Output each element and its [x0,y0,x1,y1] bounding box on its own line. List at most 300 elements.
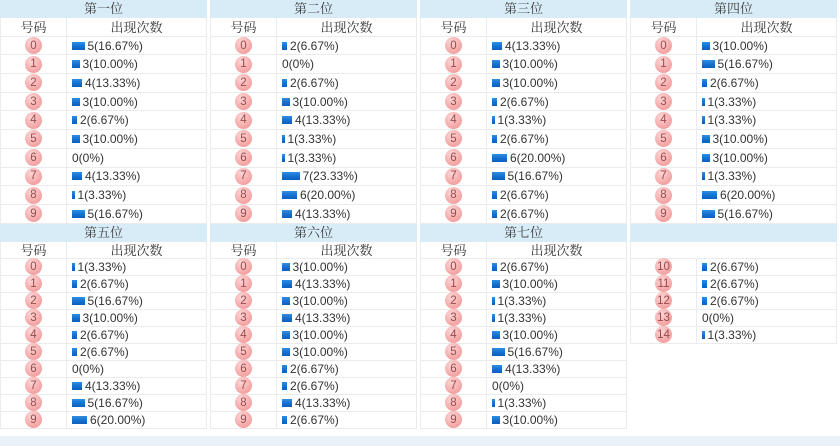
next-section-band [0,436,840,446]
number-badge: 8 [25,187,42,204]
frequency-count-label: 2(6.67%) [290,412,339,427]
number-row [1,93,206,112]
frequency-cell [487,111,626,129]
frequency-count-label: 0(0%) [702,310,735,325]
frequency-cell [487,344,626,360]
number-badge: 1 [25,275,42,292]
frequency-count-label: 4(13.33%) [85,75,141,90]
frequency-bar [72,331,77,339]
number-cell [421,378,487,394]
number-badge: 7 [445,377,462,394]
number-row [211,74,416,93]
number-row [1,412,206,429]
number-cell [1,149,67,167]
number-row [631,205,836,224]
number-cell [421,344,487,360]
frequency-bar [282,280,292,288]
frequency-cell [697,276,836,292]
number-badge: 5 [445,130,462,147]
frequency-bar [492,42,502,50]
number-row [421,378,626,395]
position-4-title: 第四位 [630,0,837,18]
frequency-bar [72,399,85,407]
frequency-cell [697,93,836,111]
frequency-count-label: 1(3.33%) [497,395,547,410]
number-badge: 7 [235,168,252,185]
number-row [211,293,416,310]
frequency-count-label: 0(0%) [492,378,525,393]
frequency-count-label: 3(10.00%) [292,94,348,109]
frequency-bar [492,314,495,322]
number-row [421,205,626,224]
position-1 [0,0,207,224]
frequency-bar [702,172,705,180]
frequency-count-label: 2(6.67%) [500,206,549,221]
frequency-count-label: 2(6.67%) [710,276,759,291]
number-cell [631,93,697,111]
frequency-bar [702,280,707,288]
frequency-count-label: 2(6.67%) [500,131,549,146]
frequency-cell [67,111,206,129]
frequency-cell [697,259,836,275]
frequency-count-label: 3(10.00%) [292,344,348,359]
frequency-cell [67,130,206,148]
frequency-cell [697,327,836,343]
number-cell [1,55,67,73]
number-badge: 3 [25,93,42,110]
number-badge: 7 [235,377,252,394]
frequency-cell [277,74,416,92]
number-badge: 3 [25,309,42,326]
number-cell [631,149,697,167]
frequency-bar [702,263,707,271]
frequency-count-label: 5(16.67%) [717,206,773,221]
number-badge: 4 [445,112,462,129]
number-row [631,55,836,74]
number-row [1,149,206,168]
number-cell [1,276,67,292]
number-cell [421,205,487,223]
frequency-count-label: 4(13.33%) [295,310,351,325]
frequency-bar [72,42,85,50]
frequency-bar [72,416,87,424]
frequency-cell [487,378,626,394]
frequency-cell [277,361,416,377]
number-cell [631,293,697,309]
frequency-bar [72,98,80,106]
number-row [421,361,626,378]
frequency-count-label: 4(13.33%) [505,361,561,376]
number-row [421,55,626,74]
number-cell [211,259,277,275]
number-cell [631,37,697,55]
frequency-bar [282,42,287,50]
frequency-count-label: 0(0%) [72,150,105,165]
frequency-cell [487,205,626,223]
number-cell [1,395,67,411]
number-cell [421,293,487,309]
frequency-cell [487,37,626,55]
frequency-bar [72,135,80,143]
frequency-cell [487,276,626,292]
column-header-number: 号码 [211,18,277,36]
frequency-bar [492,263,497,271]
frequency-bar [702,42,710,50]
frequency-bar [282,263,290,271]
number-badge: 6 [25,360,42,377]
number-cell [1,361,67,377]
column-header-row [211,18,416,37]
number-cell [1,310,67,326]
frequency-cell [487,168,626,186]
frequency-count-label: 2(6.67%) [710,75,759,90]
number-row [1,327,206,344]
number-row [421,412,626,429]
frequency-bar [282,314,292,322]
number-cell [421,361,487,377]
number-row [631,93,836,112]
frequency-count-label: 1(3.33%) [287,150,337,165]
column-header-row [211,242,416,259]
number-row [421,186,626,205]
column-header-row [631,18,836,37]
frequency-bar [282,116,292,124]
frequency-count-label: 2(6.67%) [290,75,339,90]
frequency-cell [697,205,836,223]
number-cell [631,259,697,275]
number-row [211,186,416,205]
number-badge: 2 [445,292,462,309]
number-row [211,168,416,187]
number-cell [421,111,487,129]
number-cell [211,412,277,428]
number-badge: 5 [235,130,252,147]
number-badge: 11 [655,275,672,292]
frequency-cell [67,378,206,394]
frequency-bar [282,210,292,218]
frequency-bar [72,172,82,180]
number-badge: 0 [235,37,252,54]
frequency-cell [277,327,416,343]
number-cell [1,186,67,204]
number-cell [211,293,277,309]
frequency-cell [487,130,626,148]
number-cell [421,276,487,292]
number-cell [1,327,67,343]
number-cell [421,130,487,148]
frequency-cell [67,149,206,167]
number-cell [1,168,67,186]
number-badge: 5 [25,343,42,360]
number-row [421,149,626,168]
frequency-count-label: 1(3.33%) [287,131,337,146]
frequency-bar [72,348,77,356]
frequency-cell [487,327,626,343]
number-badge: 3 [655,93,672,110]
number-cell [631,111,697,129]
number-badge: 9 [25,411,42,428]
frequency-bar [72,116,77,124]
number-badge: 1 [235,275,252,292]
number-badge: 9 [25,205,42,222]
frequency-cell [487,93,626,111]
number-cell [421,259,487,275]
frequency-cell [67,205,206,223]
number-row [1,344,206,361]
number-badge: 4 [655,112,672,129]
frequency-bar [702,297,707,305]
number-badge: 7 [25,377,42,394]
frequency-bar [72,191,75,199]
column-header-count: 出现次数 [530,20,583,36]
frequency-bar [702,210,715,218]
frequency-count-label: 2(6.67%) [80,276,129,291]
column-header-number: 号码 [421,18,487,36]
frequency-count-label: 5(16.67%) [87,38,143,53]
number-cell [631,186,697,204]
frequency-count-label: 3(10.00%) [712,131,768,146]
frequency-bar [72,210,85,218]
frequency-bar [282,172,300,180]
frequency-cell [697,130,836,148]
number-cell [631,168,697,186]
number-row [211,149,416,168]
frequency-bar [72,314,80,322]
number-row [1,37,206,56]
section-gap [0,429,840,436]
frequency-bar [492,116,495,124]
frequency-cell [277,259,416,275]
number-badge: 9 [235,411,252,428]
frequency-cell [487,395,626,411]
number-row [631,293,836,310]
position-7-extra-title [630,224,837,242]
number-badge: 14 [655,326,672,343]
frequency-cell [697,293,836,309]
frequency-count-label: 2(6.67%) [290,38,339,53]
frequency-count-label: 2(6.67%) [290,378,339,393]
number-badge: 9 [235,205,252,222]
number-badge: 8 [235,187,252,204]
frequency-bar [282,331,290,339]
number-badge: 6 [445,149,462,166]
number-cell [1,259,67,275]
number-row [1,276,206,293]
number-cell [211,361,277,377]
column-header-count: 出现次数 [110,243,163,258]
frequency-bar [282,382,287,390]
frequency-cell [277,276,416,292]
number-badge: 0 [25,258,42,275]
number-row [631,276,836,293]
frequency-cell [697,186,836,204]
number-badge: 4 [235,112,252,129]
frequency-bar [492,98,497,106]
number-cell [421,310,487,326]
number-row [211,395,416,412]
frequency-count-label: 1(3.33%) [497,310,547,325]
number-row [211,111,416,130]
frequency-bar [282,297,290,305]
number-cell [631,130,697,148]
frequency-cell [697,111,836,129]
number-row [631,74,836,93]
frequency-bar [492,154,507,162]
frequency-count-label: 3(10.00%) [712,150,768,165]
frequency-count-label: 1(3.33%) [707,327,757,342]
number-badge: 2 [235,292,252,309]
frequency-count-label: 3(10.00%) [502,412,558,427]
frequency-cell [697,149,836,167]
frequency-bar [282,365,287,373]
frequency-count-label: 5(16.67%) [717,57,773,72]
number-row [631,37,836,56]
number-row [1,111,206,130]
frequency-bar [702,98,705,106]
frequency-count-label: 3(10.00%) [712,38,768,53]
number-cell [421,93,487,111]
number-badge: 2 [445,74,462,91]
number-badge: 3 [235,309,252,326]
column-header-number: 号码 [1,242,67,258]
number-cell [211,186,277,204]
frequency-bar [702,331,705,339]
number-badge: 10 [655,258,672,275]
number-row [631,186,836,205]
number-badge: 5 [235,343,252,360]
frequency-count-label: 3(10.00%) [292,327,348,342]
position-5 [0,224,207,429]
frequency-bar [702,154,710,162]
frequency-cell [277,310,416,326]
frequency-bar [492,399,495,407]
frequency-cell [277,395,416,411]
frequency-cell [277,55,416,73]
frequency-count-label: 3(10.00%) [82,94,138,109]
frequency-bar [702,60,715,68]
frequency-cell [697,37,836,55]
number-badge: 6 [235,360,252,377]
number-row [211,259,416,276]
frequency-cell [67,55,206,73]
position-1-title: 第一位 [0,0,207,18]
number-cell [1,130,67,148]
frequency-count-label: 1(3.33%) [77,259,127,274]
number-cell [421,412,487,428]
frequency-count-label: 2(6.67%) [80,327,129,342]
number-badge: 2 [25,292,42,309]
frequency-cell [67,74,206,92]
frequency-bar [492,365,502,373]
number-badge: 0 [655,37,672,54]
frequency-bar [492,297,495,305]
number-cell [631,276,697,292]
frequency-count-label: 3(10.00%) [82,310,138,325]
frequency-bar [492,60,500,68]
number-cell [421,186,487,204]
number-row [421,327,626,344]
number-row [1,168,206,187]
frequency-bar [492,172,505,180]
frequency-bar [492,210,497,218]
frequency-cell [277,205,416,223]
frequency-count-label: 7(23.33%) [302,169,358,184]
number-cell [1,344,67,360]
number-badge: 12 [655,292,672,309]
frequency-count-label: 4(13.33%) [505,38,561,53]
position-7-body [420,242,627,429]
frequency-bar [282,135,285,143]
frequency-cell [277,344,416,360]
frequency-count-label: 4(13.33%) [85,169,141,184]
number-badge: 0 [25,37,42,54]
frequency-cell [277,111,416,129]
number-row [1,361,206,378]
position-6 [210,224,417,429]
frequency-cell [697,168,836,186]
frequency-bar [282,348,290,356]
number-cell [631,55,697,73]
position-4-body [630,18,837,224]
number-cell [211,344,277,360]
number-cell [421,168,487,186]
section-bottom [0,224,840,429]
number-row [1,378,206,395]
frequency-cell [487,55,626,73]
frequency-count-label: 1(3.33%) [707,169,757,184]
number-row [211,361,416,378]
number-row [631,130,836,149]
position-7 [420,224,627,429]
number-badge: 8 [25,394,42,411]
column-header-count: 出现次数 [530,243,583,258]
frequency-count-label: 2(6.67%) [710,259,759,274]
number-badge: 3 [445,309,462,326]
position-5-title: 第五位 [0,224,207,242]
number-row [421,74,626,93]
frequency-count-label: 5(16.67%) [87,395,143,410]
number-badge: 8 [445,187,462,204]
frequency-count-label: 5(16.67%) [507,344,563,359]
number-row [1,74,206,93]
position-1-body [0,18,207,224]
number-cell [211,395,277,411]
number-badge: 1 [655,56,672,73]
number-row [1,130,206,149]
frequency-count-label: 3(10.00%) [82,57,138,72]
frequency-cell [697,310,836,326]
position-7-title: 第七位 [420,224,627,242]
number-badge: 13 [655,309,672,326]
frequency-bar [72,79,82,87]
frequency-bar [72,280,77,288]
frequency-cell [487,149,626,167]
number-row [421,395,626,412]
number-row [211,412,416,429]
position-4 [630,0,837,224]
frequency-count-label: 4(13.33%) [295,113,351,128]
frequency-cell [277,293,416,309]
number-badge: 4 [25,112,42,129]
frequency-count-label: 0(0%) [282,57,315,72]
number-cell [211,378,277,394]
number-badge: 1 [445,275,462,292]
number-cell [211,37,277,55]
frequency-bar [492,135,497,143]
frequency-cell [277,168,416,186]
number-cell [1,378,67,394]
number-row [211,327,416,344]
